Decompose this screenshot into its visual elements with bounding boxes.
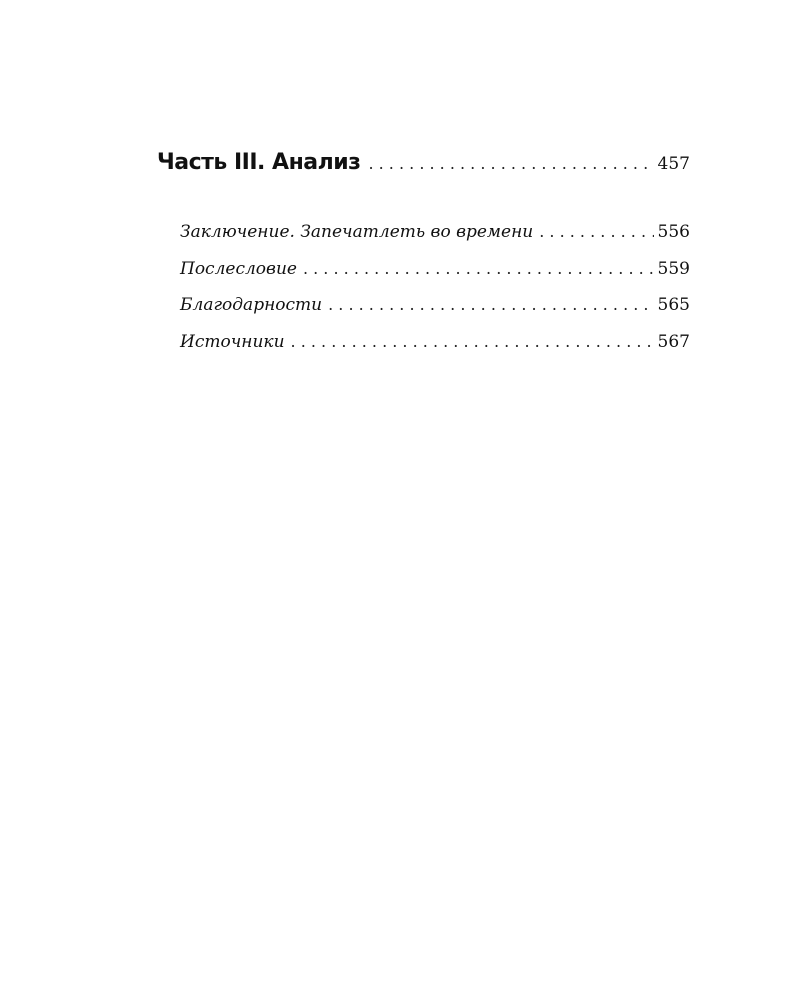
entry-title: Послесловие bbox=[180, 258, 297, 279]
entry-page-number: 559 bbox=[657, 258, 690, 279]
toc-entry-conclusion bbox=[180, 222, 690, 259]
part-title: Часть III. Анализ bbox=[157, 150, 361, 175]
toc-entry-acknowledgments bbox=[180, 295, 690, 332]
entry-page-number: 556 bbox=[657, 222, 690, 242]
toc-entry-afterword bbox=[180, 259, 690, 296]
dot-leader bbox=[368, 156, 653, 172]
entry-page-number: 565 bbox=[657, 295, 690, 315]
toc-entries bbox=[157, 222, 690, 368]
toc-entry-sources bbox=[180, 332, 690, 369]
table-of-contents bbox=[157, 150, 690, 368]
dot-leader bbox=[539, 224, 653, 240]
entry-page-number: 567 bbox=[657, 331, 690, 352]
entry-title: Источники bbox=[180, 331, 285, 352]
dot-leader bbox=[303, 261, 654, 277]
toc-part-row bbox=[157, 150, 690, 186]
entry-title: Благодарности bbox=[180, 295, 323, 315]
dot-leader bbox=[291, 334, 654, 350]
entry-title: Заключение. Запечатлеть во времени bbox=[180, 222, 534, 242]
part-page-number: 457 bbox=[657, 154, 690, 174]
dot-leader bbox=[328, 297, 653, 313]
